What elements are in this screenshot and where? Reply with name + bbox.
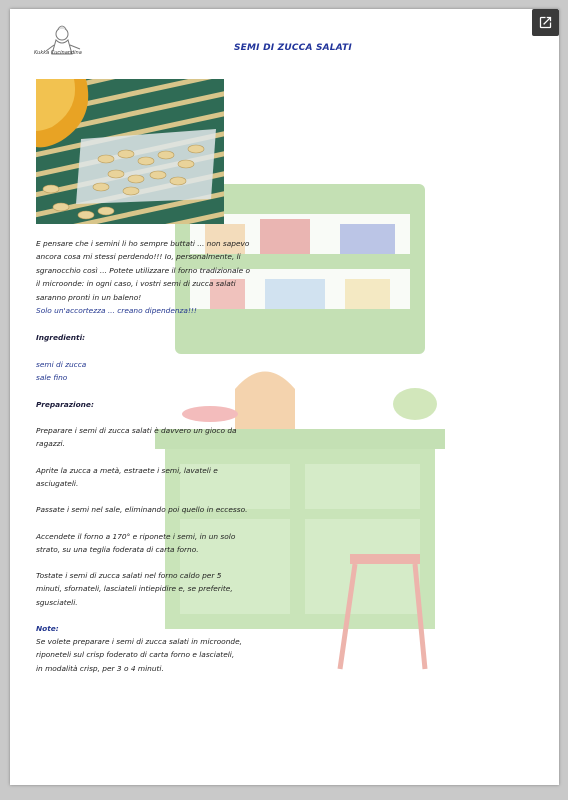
ingredient-item: sale fino (36, 373, 68, 383)
preparation-step (36, 503, 276, 516)
logo-text: Kukka Cucinandina (34, 50, 82, 56)
step-line: minuti, sfornateli, lasciateli intiepidire e, se preferite, (36, 584, 233, 594)
ingredient-item: semi di zucca (36, 360, 87, 369)
note-heading: Note: (36, 624, 59, 633)
step-line: Passate i semi nel sale, eliminando poi quello in eccesso. (36, 505, 248, 514)
intro-line-highlight: Solo un'accortezza ... creano dipendenza!!! (36, 306, 197, 316)
intro-line: E pensare che i semini li ho sempre buttati ... non sapevo (36, 239, 250, 248)
preparation-heading: Preparazione: (36, 400, 94, 409)
note-paragraph (36, 635, 276, 675)
open-in-new-window-button[interactable] (532, 9, 559, 36)
note-line: riponeteli sul crisp foderato di carta forno e lasciateli, (36, 650, 235, 660)
preparation-step (36, 464, 276, 491)
intro-paragraph (36, 237, 276, 317)
preparation-step (36, 424, 276, 451)
step-line: Aprite la zucca a metà, estraete i semi, lavateli e (36, 466, 218, 475)
preparation-step (36, 569, 276, 609)
intro-line: sgranocchio così ... Potete utilizzare il forno tradizionale o (36, 265, 250, 275)
preparation-step (36, 530, 276, 557)
note-line: Se volete preparare i semi di zucca salati in microonde, (36, 637, 242, 646)
step-line: ragazzi. (36, 439, 65, 449)
intro-line: saranno pronti in un baleno! (36, 292, 142, 302)
step-line: Accendete il forno a 170° e riponete i semi, in un solo (36, 532, 236, 541)
pumpkin-seeds-photo (36, 79, 224, 224)
chef-figure-icon (34, 25, 98, 69)
external-link-icon (538, 15, 553, 30)
ingredients-list (36, 358, 276, 385)
step-line: asciugateli. (36, 479, 79, 489)
document-page (10, 9, 559, 785)
page-title: SEMI DI ZUCCA SALATI (234, 43, 352, 53)
step-line: sgusciateli. (36, 597, 78, 607)
step-line: Tostate i semi di zucca salati nel forno caldo per 5 (36, 571, 222, 580)
note-line: in modalità crisp, per 3 o 4 minuti. (36, 663, 164, 673)
intro-line: ancora cosa mi stessi perdendo!!! Io, personalmente, li (36, 252, 241, 262)
ingredients-heading: Ingredienti: (36, 333, 86, 342)
step-line: Preparare i semi di zucca salati è davvero un gioco da (36, 426, 237, 435)
step-line: strato, su una teglia foderata di carta forno. (36, 545, 199, 555)
intro-line: il microonde: in ogni caso, i vostri semi di zucca salati (36, 279, 236, 289)
